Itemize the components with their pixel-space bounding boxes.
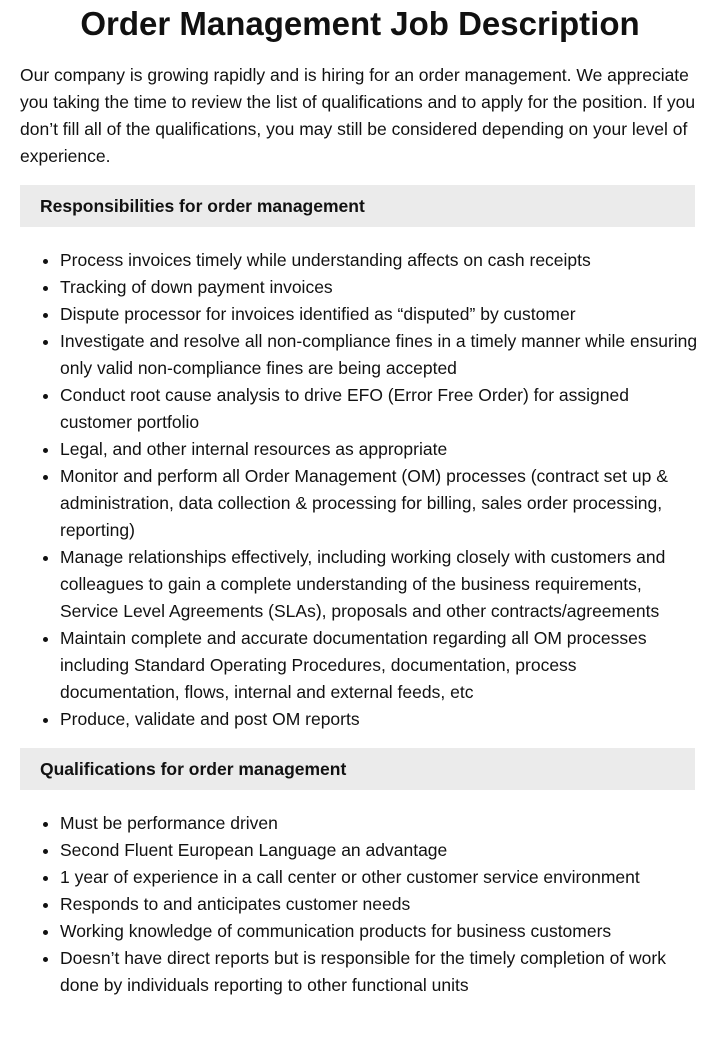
- intro-paragraph: Our company is growing rapidly and is hiring for an order management. We appreciate you taking the time to review the list of qualifications and to apply for the position. If you don’t fill all of the qualifications, you may still be considered depending on your level of experience.: [20, 65, 696, 166]
- section-list: [20, 810, 700, 999]
- list-item: • Manage relationships effectively, including working closely with customers and colleagues to gain a complete understanding of the business requirements, Service Level Agreements (SLAs), proposals and other contracts/agreements: [60, 544, 700, 625]
- list-item: • Legal, and other internal resources as appropriate: [60, 436, 700, 463]
- list-item: • 1 year of experience in a call center or other customer service environment: [60, 864, 700, 891]
- list-item: • Investigate and resolve all non-compliance fines in a timely manner while ensuring only valid non-compliance fines are being accepted: [60, 328, 700, 382]
- section-heading: Qualifications for order management: [20, 748, 695, 790]
- list-item: • Tracking of down payment invoices: [60, 274, 700, 301]
- page-title: Order Management Job Description: [80, 5, 640, 42]
- list-item: • Doesn’t have direct reports but is responsible for the timely completion of work done by individuals reporting to other functional units: [60, 945, 700, 999]
- list-item: • Maintain complete and accurate documentation regarding all OM processes including Standard Operating Procedures, documentation, process documentation, flows, internal and external feeds, etc: [60, 625, 700, 706]
- list-item: • Conduct root cause analysis to drive EFO (Error Free Order) for assigned customer portfolio: [60, 382, 700, 436]
- list-item: • Second Fluent European Language an advantage: [60, 837, 700, 864]
- list-item: • Process invoices timely while understanding affects on cash receipts: [60, 247, 700, 274]
- list-item: • Must be performance driven: [60, 810, 700, 837]
- section-heading: Responsibilities for order management: [20, 185, 695, 227]
- list-item: • Working knowledge of communication products for business customers: [60, 918, 700, 945]
- list-item: • Responds to and anticipates customer needs: [60, 891, 700, 918]
- list-item: • Produce, validate and post OM reports: [60, 706, 700, 733]
- section-list: [20, 247, 700, 733]
- list-item: • Dispute processor for invoices identified as “disputed” by customer: [60, 301, 700, 328]
- list-item: • Monitor and perform all Order Management (OM) processes (contract set up & administration, data collection & processing for billing, sales order processing, reporting): [60, 463, 700, 544]
